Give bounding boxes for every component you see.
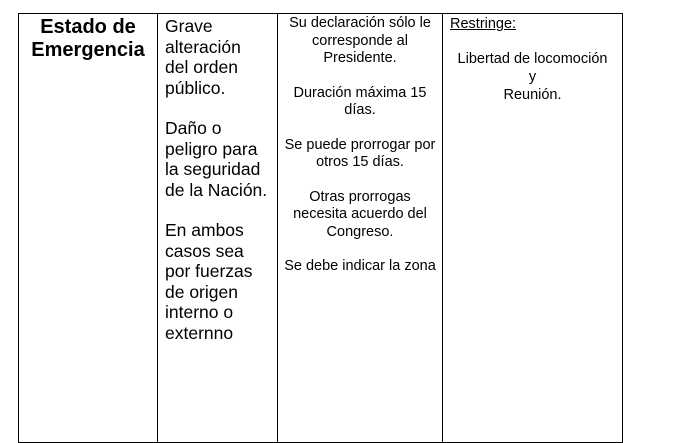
restrictions-cell (443, 14, 623, 443)
cause-paragraph: Grave alteración del orden público. (165, 16, 241, 98)
rule-paragraph: Otras prorrogas necesita acuerdo del Congreso. (293, 188, 427, 240)
state-name-cell (19, 14, 158, 443)
restrictions-label: Restringe: (450, 16, 517, 32)
causes-cell (158, 14, 278, 443)
causes-list (158, 14, 277, 343)
table-row (19, 14, 623, 443)
restriction-item: y (528, 69, 537, 85)
restriction-item: Libertad de locomoción (457, 51, 608, 67)
cause-paragraph: Daño o peligro para la seguridad de la Nación. (165, 118, 268, 200)
state-name (19, 14, 157, 62)
states-of-exception-table (18, 13, 623, 443)
rule-paragraph: Se puede prorrogar por otros 15 días. (284, 136, 436, 170)
restrictions-block (443, 14, 622, 104)
rule-paragraph: Duración máxima 15 días. (293, 84, 427, 118)
rules-cell (278, 14, 443, 443)
rules-list (278, 14, 442, 276)
restriction-item: Reunión. (503, 87, 562, 103)
state-name-line-2: Emergencia (31, 39, 145, 61)
state-name-line-1: Estado de (40, 16, 136, 38)
rule-paragraph: Su declaración sólo le corresponde al Presidente. (289, 15, 431, 66)
cause-paragraph: En ambos casos sea por fuerzas de origen interno o externno (165, 220, 253, 343)
rule-paragraph: Se debe indicar la zona (284, 258, 436, 274)
